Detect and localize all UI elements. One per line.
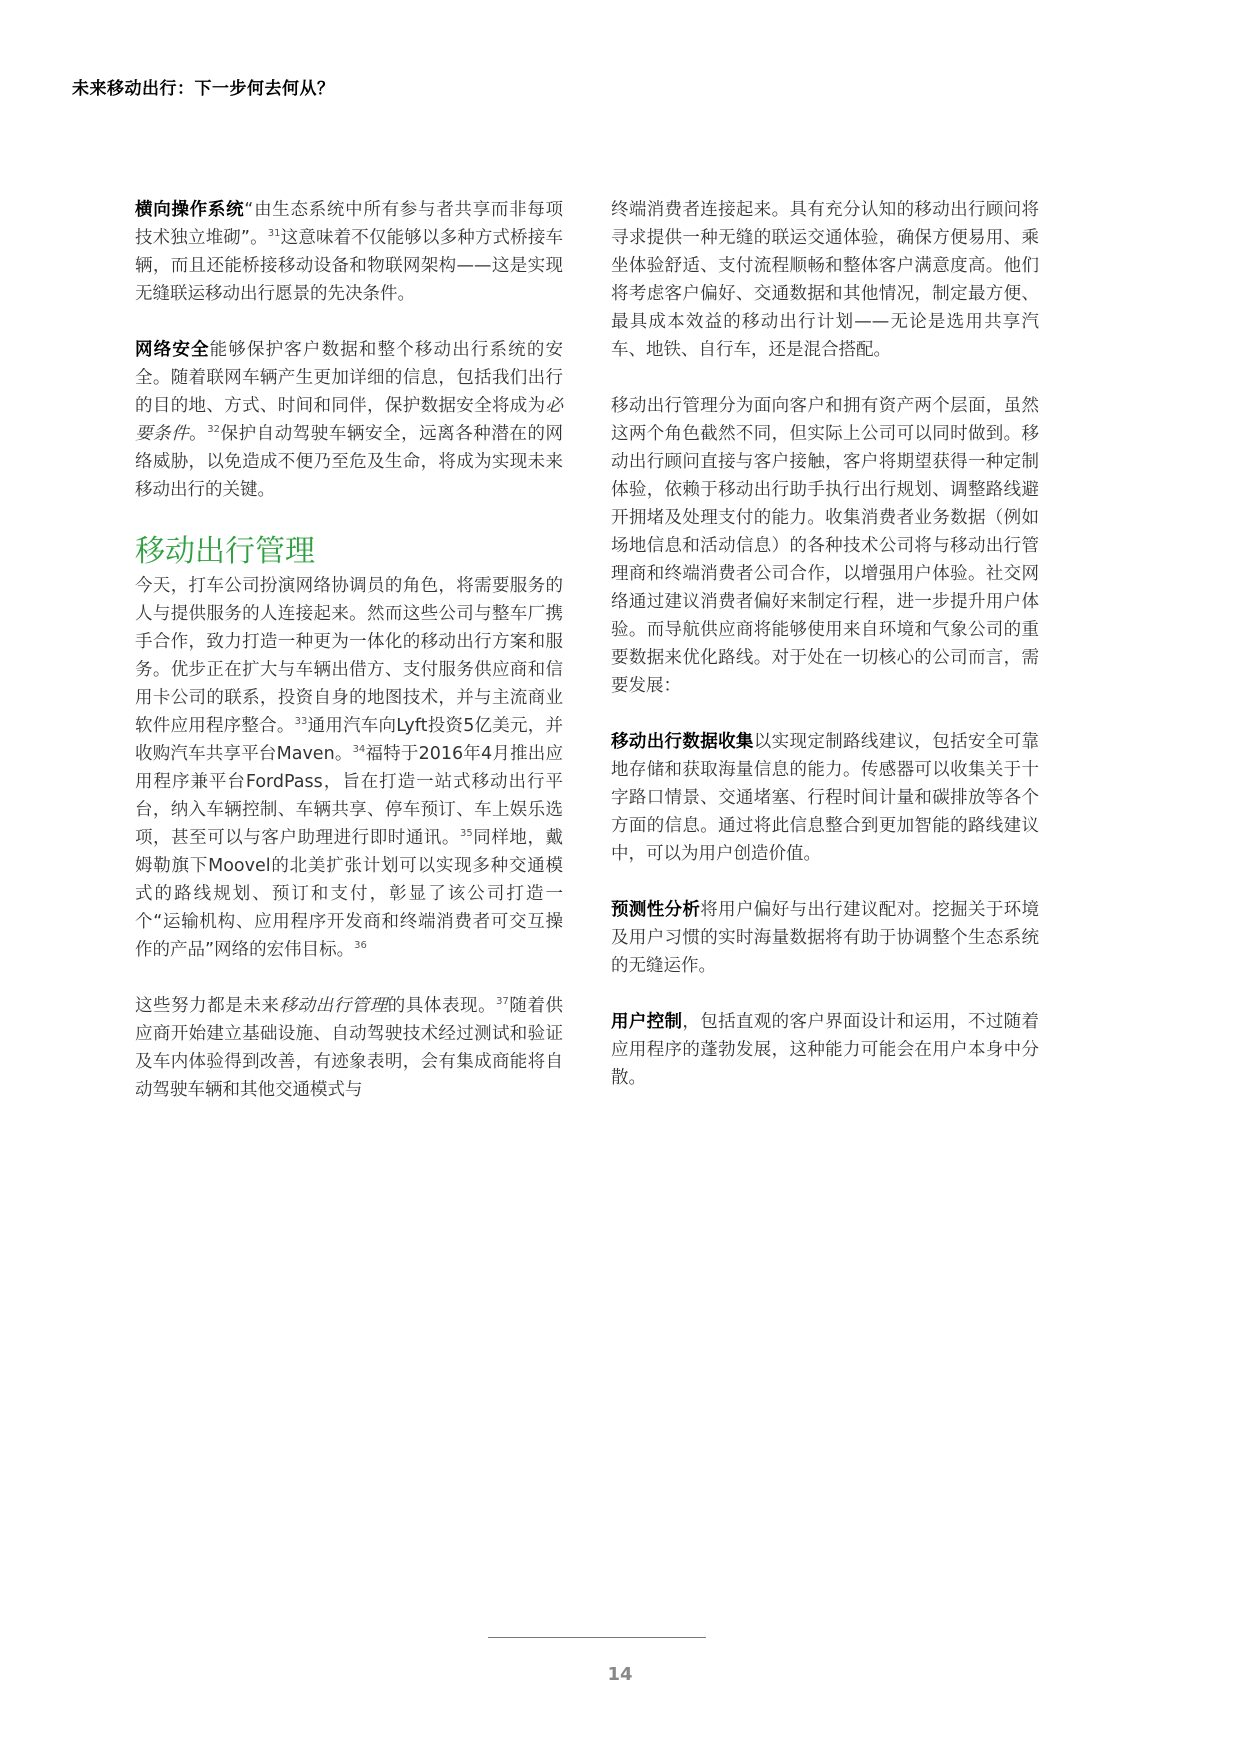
paragraph-user-control — [611, 1008, 1039, 1092]
paragraph-predictive-analytics — [611, 896, 1039, 980]
paragraph-horizontal-os — [135, 196, 563, 308]
paragraph-lead: 网络安全 — [135, 340, 210, 360]
footnote-ref: 35 — [460, 828, 473, 840]
paragraph-efforts — [135, 992, 563, 1104]
running-header-title: 未来移动出行：下一步何去何从？ — [72, 79, 335, 99]
paragraph-mobility-management — [135, 572, 563, 964]
emphasis-text: 必要条件 — [135, 396, 563, 444]
paragraph-lead: 预测性分析 — [611, 900, 701, 920]
right-column — [611, 196, 1039, 1120]
emphasis-text: 移动出行管理 — [279, 996, 388, 1016]
paragraph-text: 保护自动驾驶车辆安全，远离各种潜在的网络威胁，以免造成不便乃至危及生命，将成为实现未来移动出行的关键。 — [135, 424, 564, 500]
paragraph-cybersecurity — [135, 336, 563, 504]
paragraph-lead: 横向操作系统 — [135, 200, 245, 220]
section-heading: 移动出行管理 — [135, 534, 315, 569]
footnote-ref: 32 — [207, 424, 220, 436]
footer-divider — [488, 1637, 706, 1638]
paragraph-text: 。 — [189, 424, 208, 444]
paragraph-text: 能够保护客户数据和整个移动出行系统的安全。随着联网车辆产生更加详细的信息，包括我们出行的目的地、方式、时间和同伴，保护数据安全将成为 — [135, 340, 564, 416]
footnote-ref: 34 — [352, 744, 366, 756]
paragraph-text: 随着供应商开始建立基础设施、自动驾驶技术经过测试和验证及车内体验得到改善，有迹象表明，会有集成商能将自动驾驶车辆和其他交通模式与 — [135, 996, 564, 1100]
paragraph-text: 同样地，戴姆勒旗下Moovel的北美扩张计划可以实现多种交通模式的路线规划、预订和支付，彰显了该公司打造一个“运输机构、应用程序开发商和终端消费者可交互操作的产品”网络的宏伟目标。 — [135, 828, 564, 960]
left-column — [135, 196, 563, 1132]
paragraph-data-collection — [611, 728, 1039, 868]
paragraph-text: 今天，打车公司扮演网络协调员的角色，将需要服务的人与提供服务的人连接起来。然而这些公司与整车厂携手合作，致力打造一种更为一体化的移动出行方案和服务。优步正在扩大与车辆出借方、支付服务供应商和信用卡公司的联系，投资自身的地图技术，并与主流商业软件应用程序整合。 — [135, 576, 563, 736]
paragraph-two-levels: 移动出行管理分为面向客户和拥有资产两个层面，虽然这两个角色截然不同，但实际上公司可以同时做到。移动出行顾问直接与客户接触，客户将期望获得一种定制体验，依赖于移动出行助手执行出行规划、调整路线避开拥堵及处理支付的能力。收集消费者业务数据（例如场地信息和活动信息）的各种技术公司将与移动出行管理商和终端消费者公司合作，以增强用户体验。社交网络通过建议消费者偏好来制定行程，进一步提升用户体验。而导航供应商将能够使用来自环境和气象公司的重要数据来优化路线。对于处在一切核心的公司而言，需要发展： — [611, 396, 1039, 696]
footnote-ref: 36 — [354, 940, 367, 952]
paragraph-text: 这些努力都是未来 — [135, 996, 280, 1016]
paragraph-text: 的具体表现。 — [387, 996, 497, 1016]
page-number: 14 — [607, 1664, 633, 1685]
paragraph-lead: 移动出行数据收集 — [611, 732, 754, 752]
footnote-ref: 31 — [267, 228, 281, 240]
paragraph-text: 以实现定制路线建议，包括安全可靠地存储和获取海量信息的能力。传感器可以收集关于十字路口情景、交通堵塞、行程时间计量和碳排放等各个方面的信息。通过将此信息整合到更加智能的路线建议中，可以为用户创造价值。 — [611, 732, 1040, 864]
paragraph-text: 通用汽车向Lyft投资5亿美元，并收购汽车共享平台Maven。 — [135, 716, 563, 764]
paragraph-text: 将用户偏好与出行建议配对。挖掘关于环境及用户习惯的实时海量数据将有助于协调整个生态系统的无缝运作。 — [611, 900, 1040, 976]
paragraph-lead: 用户控制 — [611, 1012, 683, 1032]
paragraph-text: 福特于2016年4月推出应用程序兼平台FordPass，旨在打造一站式移动出行平台，纳入车辆控制、车辆共享、停车预订、车上娱乐选项，甚至可以与客户助理进行即时通讯。 — [135, 744, 563, 848]
paragraph-text: “由生态系统中所有参与者共享而非每项技术独立堆砌”。 — [135, 200, 563, 248]
paragraph-text: ，包括直观的客户界面设计和运用，不过随着应用程序的蓬勃发展，这种能力可能会在用户本身中分散。 — [611, 1012, 1040, 1088]
footnote-ref: 37 — [496, 996, 509, 1008]
paragraph-text: 这意味着不仅能够以多种方式桥接车辆，而且还能桥接移动设备和物联网架构——这是实现无缝联运移动出行愿景的先决条件。 — [135, 228, 563, 304]
footnote-ref: 33 — [294, 716, 308, 728]
paragraph-consumer-connect: 终端消费者连接起来。具有充分认知的移动出行顾问将寻求提供一种无缝的联运交通体验，确保方便易用、乘坐体验舒适、支付流程顺畅和整体客户满意度高。他们将考虑客户偏好、交通数据和其他情况，制定最方便、最具成本效益的移动出行计划——无论是选用共享汽车、地铁、自行车，还是混合搭配。 — [611, 200, 1039, 360]
